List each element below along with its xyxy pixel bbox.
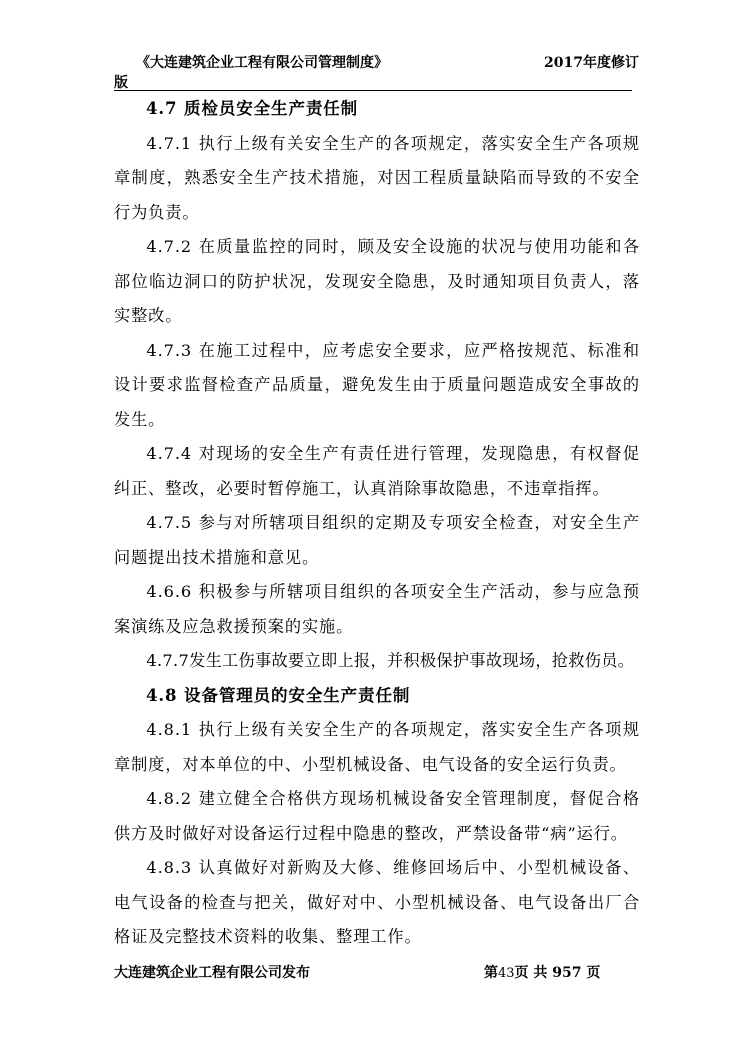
page-mid: 页 共	[514, 965, 548, 981]
paragraph-4-7-1: 4.7.1 执行上级有关安全生产的各项规定，落实安全生产各项规章制度，熟悉安全生产技术措施，对因工程质量缺陷而导致的不安全行为负责。	[114, 133, 640, 222]
document-body	[114, 92, 640, 955]
paragraph-4-7-4: 4.7.4 对现场的安全生产有责任进行管理，发现隐患，有权督促纠正、整改，必要时暂停施工，认真消除事故隐患，不违章指挥。	[114, 444, 640, 498]
page-total: 957	[552, 965, 582, 981]
page-suffix: 页	[586, 965, 601, 981]
header-edition: 2017年度修订	[544, 55, 639, 71]
paragraph-4-8-3: 4.8.3 认真做好对新购及大修、维修回场后中、小型机械设备、电气设备的检查与把关，做好对中、小型机械设备、电气设备出厂合格证及完整技术资料的收集、整理工作。	[114, 858, 640, 946]
paragraph-4-8-2: 4.8.2 建立健全合格供方现场机械设备安全管理制度，督促合格供方及时做好对设备运行过程中隐患的整改，严禁设备带“病”运行。	[114, 789, 640, 843]
paragraph-4-7-2: 4.7.2 在质量监控的同时，顾及安全设施的状况与使用功能和各部位临边洞口的防护状况，发现安全隐患，及时通知项目负责人，落实整改。	[114, 237, 640, 325]
footer-page-info	[484, 962, 600, 982]
footer-publisher: 大连建筑企业工程有限公司发布	[114, 965, 310, 981]
paragraph-4-7-7: 4.7.7发生工伤事故要立即上报，并积极保护事故现场，抢救伤员。	[146, 651, 635, 670]
page-prefix: 第	[484, 965, 498, 981]
page-number: 43	[498, 966, 515, 981]
section-heading-4-7: 4.7 质检员安全生产责任制	[146, 99, 359, 118]
paragraph-4-7-5: 4.7.5 参与对所辖项目组织的定期及专项安全检查，对安全生产问题提出技术措施和意见。	[114, 513, 640, 567]
header-edition-wrap: 版	[114, 75, 128, 91]
header-divider	[114, 90, 632, 91]
paragraph-4-8-1: 4.8.1 执行上级有关安全生产的各项规定，落实安全生产各项规章制度，对本单位的中、小型机械设备、电气设备的安全运行负责。	[114, 720, 640, 774]
section-heading-4-8: 4.8 设备管理员的安全生产责任制	[146, 685, 411, 705]
header-title: 《大连建筑企业工程有限公司管理制度》	[136, 55, 388, 71]
paragraph-4-7-3: 4.7.3 在施工过程中，应考虑安全要求，应严格按规范、标准和设计要求监督检查产品质量，避免发生由于质量问题造成安全事故的发生。	[114, 340, 640, 429]
paragraph-4-6-6: 4.6.6 积极参与所辖项目组织的各项安全生产活动，参与应急预案演练及应急救援预案的实施。	[114, 582, 640, 636]
